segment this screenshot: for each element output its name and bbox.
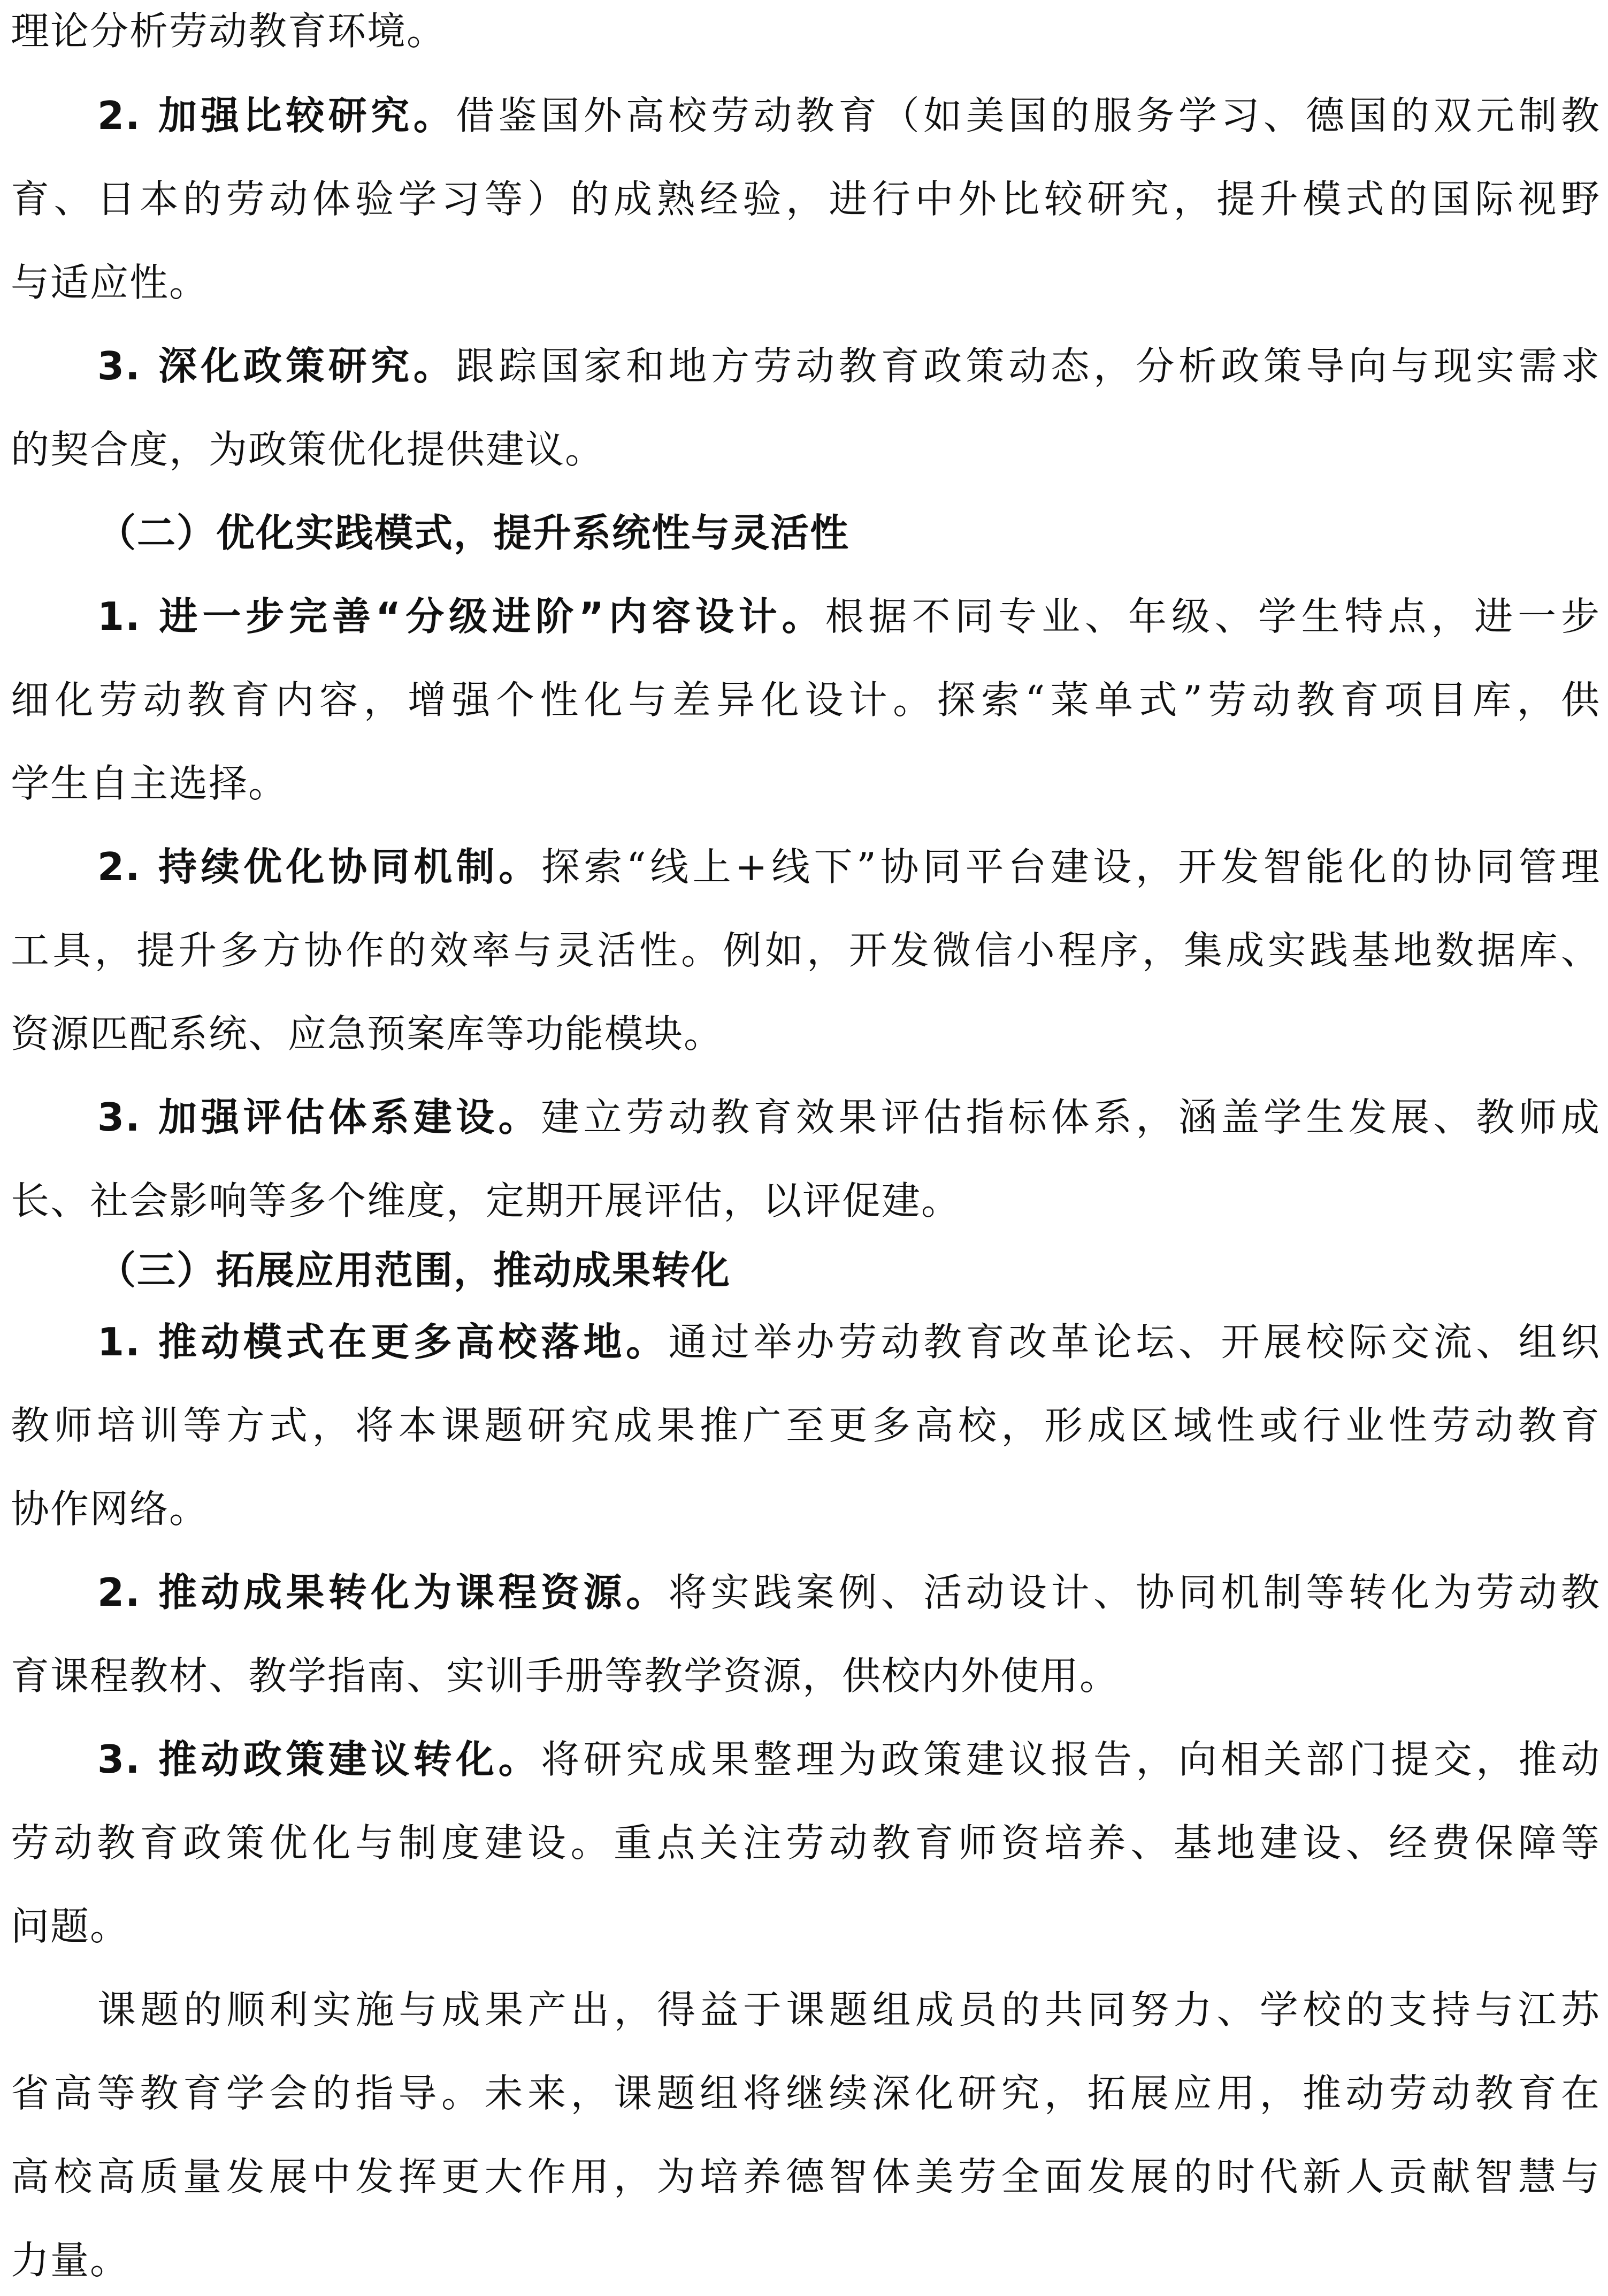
item-text: 根据不同专业、年级、学生特点，进一步 xyxy=(825,594,1601,639)
item-text: 探索“线上+线下”协同平台建设，开发智能化的协同管理 xyxy=(541,844,1601,889)
text-line xyxy=(11,423,1601,476)
item-lead: 1. 推动模式在更多高校落地。 xyxy=(97,1319,669,1364)
item-text: 通过举办劳动教育改革论坛、开展校际交流、组织 xyxy=(668,1319,1601,1364)
list-item-policy-advice xyxy=(97,1733,1601,1786)
line-text: 问题。 xyxy=(11,1904,130,1949)
list-item-collaboration xyxy=(97,840,1601,894)
list-item-policy-research xyxy=(97,339,1601,393)
text-line xyxy=(11,1174,1601,1227)
list-item-promotion xyxy=(97,1315,1601,1369)
list-item-content-design xyxy=(97,590,1601,643)
list-item-evaluation xyxy=(97,1090,1601,1144)
text-line xyxy=(11,1007,1601,1061)
text-line xyxy=(11,924,1601,977)
text-line xyxy=(11,1900,1601,1953)
text-line xyxy=(11,1399,1601,1452)
text-line xyxy=(11,757,1601,810)
section-heading-2: （二）优化实践模式，提升系统性与灵活性 xyxy=(97,510,850,555)
item-lead: 2. 持续优化协同机制。 xyxy=(97,844,541,889)
item-lead: 2. 推动成果转化为课程资源。 xyxy=(97,1570,669,1615)
text-line xyxy=(11,256,1601,309)
line-text: 协作网络。 xyxy=(11,1486,209,1531)
item-text: 借鉴国外高校劳动教育（如美国的服务学习、德国的双元制教 xyxy=(456,93,1601,138)
closing-paragraph xyxy=(97,1983,1601,2036)
text-line xyxy=(11,4,1601,58)
text-line xyxy=(11,2233,1601,2287)
item-lead: 3. 推动政策建议转化。 xyxy=(97,1737,541,1782)
line-text: 省高等教育学会的指导。未来，课题组将继续深化研究，拓展应用，推动劳动教育在 xyxy=(11,2071,1601,2116)
item-text: 将研究成果整理为政策建议报告，向相关部门提交，推动 xyxy=(541,1737,1601,1782)
item-text: 建立劳动教育效果评估指标体系，涵盖学生发展、教师成 xyxy=(541,1095,1601,1140)
line-text: 长、社会影响等多个维度，定期开展评估，以评促建。 xyxy=(11,1178,961,1223)
line-text: 细化劳动教育内容，增强个性化与差异化设计。探索“菜单式”劳动教育项目库，供 xyxy=(11,677,1601,722)
text-line xyxy=(11,172,1601,226)
line-text: 学生自主选择。 xyxy=(11,761,288,806)
item-text: 跟踪国家和地方劳动教育政策动态，分析政策导向与现实需求 xyxy=(456,344,1601,388)
line-text: 教师培训等方式，将本课题研究成果推广至更多高校，形成区域性或行业性劳动教育 xyxy=(11,1403,1601,1448)
section-heading-3: （三）拓展应用范围，推动成果转化 xyxy=(97,1248,731,1293)
line-text: 高校高质量发展中发挥更大作用，为培养德智体美劳全面发展的时代新人贡献智慧与 xyxy=(11,2154,1601,2199)
item-lead: 2. 加强比较研究。 xyxy=(97,93,456,138)
line-text: 与适应性。 xyxy=(11,260,209,305)
line-text: 的契合度，为政策优化提供建议。 xyxy=(11,427,605,472)
text-line xyxy=(11,1649,1601,1703)
line-text: 育、日本的劳动体验学习等）的成熟经验，进行中外比较研究，提升模式的国际视野 xyxy=(11,177,1601,222)
text-line xyxy=(11,1816,1601,1870)
line-text: 工具，提升多方协作的效率与灵活性。例如，开发微信小程序，集成实践基地数据库、 xyxy=(11,928,1601,973)
item-lead: 1. 进一步完善“分级进阶”内容设计。 xyxy=(97,594,825,639)
line-text: 课题的顺利实施与成果产出，得益于课题组成员的共同努力、学校的支持与江苏 xyxy=(97,1987,1601,2032)
text-line xyxy=(11,2066,1601,2120)
line-text: 育课程教材、教学指南、实训手册等教学资源，供校内外使用。 xyxy=(11,1653,1120,1698)
line-text: 理论分析劳动教育环境。 xyxy=(11,9,447,54)
line-text: 劳动教育政策优化与制度建设。重点关注劳动教育师资培养、基地建设、经费保障等 xyxy=(11,1820,1601,1865)
list-item-comparative-research xyxy=(97,89,1601,142)
text-line xyxy=(11,2150,1601,2203)
text-line xyxy=(11,673,1601,727)
line-text: 资源匹配系统、应急预案库等功能模块。 xyxy=(11,1011,724,1056)
item-text: 将实践案例、活动设计、协同机制等转化为劳动教 xyxy=(668,1570,1601,1615)
item-lead: 3. 深化政策研究。 xyxy=(97,344,456,388)
item-lead: 3. 加强评估体系建设。 xyxy=(97,1095,541,1140)
text-line xyxy=(11,1482,1601,1536)
list-item-course-resources xyxy=(97,1566,1601,1619)
line-text: 力量。 xyxy=(11,2238,130,2283)
